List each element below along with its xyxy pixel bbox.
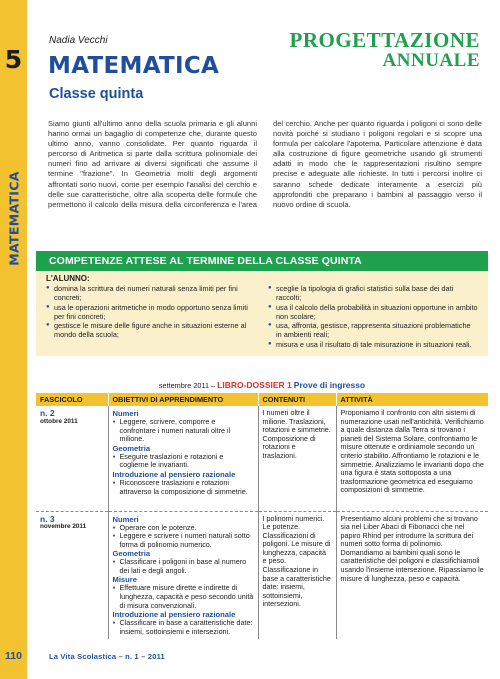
obiettivo-item: ● Riconoscere traslazioni e rotazioni attraverso la composizione di simmetrie.: [113, 479, 254, 496]
column-header: OBIETTIVI DI APPRENDIMENTO: [108, 393, 258, 406]
contenuti-cell: I polinomi numerici. Le potenze. Classificazioni di poligoni. Le misure di lunghezza, capacità e peso. Classificazione in base a caratteristiche date: insiemi, sottoinsiemi, intersezioni.: [258, 511, 336, 639]
obiettivo-item: ● Effettuare misure dirette e indirette di lunghezza, capacità e peso secondo unità di misura convenzionali.: [113, 584, 254, 610]
competenza-item: ● domina la scrittura dei numeri naturali senza limiti per fini concreti;: [46, 284, 256, 303]
sidebar-stripe: [0, 0, 27, 679]
fascicolo-number: n. 2: [40, 408, 55, 418]
intro-paragraph: Siamo giunti all'ultimo anno della scuola primaria e gli alunni hanno ormai un bagaglio di competenze che, durante questo ultimo anno, vanno consolidate. Per quanto riguarda il percorso di Aritmetica si parte dalla scrittura polinomiale dei numeri fino ad arrivare ai diversi significati che assume il termine "frazione". In Geometria molti degli argomenti affrontati sono nuovi, come per esempio l'analisi del cerchio e delle sue caratteristiche, oltre alla scoperta delle formule che permettono il calcolo della misura della circonferenza e l'area del cerchio. Anche per quanto riguarda i poligoni ci sono delle novità poiché si studiano i poligoni regolari e si scopre una formula per calcolare l'apotema. Particolare attenzione è data alla costruzione di figure geometriche usando gli strumenti adatti in modo che le rappresentazioni risultino sempre precise e adeguate alle richieste. In tutti i percorsi inoltre ci saranno schede dedicate interamente a esercizi più approfonditi che preparano i bambini al passaggio verso il nuovo ordine di scuola.: [48, 119, 482, 209]
competenze-label: L'ALUNNO:: [46, 274, 90, 283]
column-header: ATTIVITÀ: [336, 393, 488, 406]
obiettivo-item: ● Leggere e scrivere i numeri naturali sotto forma di polinomio numerico.: [113, 532, 254, 549]
obiettivo-heading: Geometria: [112, 549, 151, 559]
contenuti-cell: I numeri oltre il milione. Traslazioni, rotazioni e simmetrie. Composizione di rotazioni e traslazioni.: [258, 406, 336, 511]
prove-ingresso-label: Prove di ingresso: [293, 380, 366, 390]
footer-magazine: La Vita Scolastica – n. 1 – 2011: [49, 652, 165, 661]
fascicolo-cell: [36, 406, 108, 511]
attivita-cell: Proponiamo il confronto con altri sistemi di numerazione usati nell'antichità. Verifichiamo a quale distanza dalla Terra si trovano i pianeti del Sistema Solare, confrontiamo le misure ottenute e ordiniamole secondo un criterio stabilito. Affrontiamo le rotazioni e le simmetrie. Analizziamo le invarianti dopo che una figura è stata sottoposta a una trasformazione geometrica ed eseguiamo composizioni di simmetrie.: [340, 408, 484, 495]
obiettivi-cell: [108, 511, 258, 639]
annuale-title: ANNUALE: [382, 50, 480, 71]
progettazione-title: PROGETTAZIONE: [289, 28, 480, 52]
competenze-left-column: [46, 284, 256, 349]
obiettivo-heading: Introduzione al pensiero razionale: [112, 610, 236, 620]
column-header: FASCICOLO: [36, 393, 108, 406]
obiettivo-item: ● Classificare i poligoni in base al numero dei lati e degli angoli.: [113, 558, 254, 575]
obiettivo-item: ● Operare con le potenze.: [113, 524, 254, 533]
vertical-subject-label: MATEMATICA: [6, 171, 22, 266]
chapter-number: 5: [4, 45, 23, 74]
competenza-item: ● usa il calcolo della probabilità in situazioni opportune in ambito non scolare;: [268, 303, 478, 322]
obiettivo-heading: Numeri: [112, 514, 139, 524]
author-name: Nadia Vecchi: [49, 35, 108, 46]
plan-table: [36, 393, 489, 639]
competenze-heading: COMPETENZE ATTESE AL TERMINE DELLA CLASSE QUINTA: [36, 251, 488, 271]
obiettivo-item: ● Classificare in base a caratteristiche date: insiemi, sottoinsiemi e intersezioni.: [113, 619, 254, 636]
libro-dossier-label: LIBRO-DOSSIER 1: [217, 380, 292, 390]
fascicolo-date: ottobre 2011: [40, 417, 78, 425]
page-number: 110: [5, 650, 22, 662]
competenze-right-column: [268, 284, 478, 349]
competenza-item: ● misura e usa il risultato di tale misurazione in situazioni reali.: [268, 340, 478, 349]
competenza-item: ● usa, affronta, gestisce, rappresenta situazioni problematiche in ambienti reali;: [268, 321, 478, 340]
schedule-heading: [36, 378, 488, 392]
obiettivo-item: ● Eseguire traslazioni e rotazioni e coglierne le invarianti.: [113, 453, 254, 470]
table-row: [36, 406, 488, 511]
column-header: CONTENUTI: [258, 393, 336, 406]
table-header-row: [36, 393, 488, 406]
competenza-item: ● gestisce le misure delle figure anche in situazioni esterne al mondo della scuola;: [46, 321, 256, 340]
obiettivo-heading: Misure: [112, 575, 137, 585]
attivita-cell: Presentiamo alcuni problemi che si trovano sia nel Liber Abaci di Fibonacci che nel papiro Rhind per introdurre la scrittura dei numeri sotto forma di polinomio. Domandiamo ai bambini quali sono le caratteristiche dei poligoni e classifichiamoli usando l'insieme intersezione. Ripassiamo le misure di lunghezza, peso e capacità.: [336, 511, 488, 639]
page-title: MATEMATICA: [48, 53, 220, 79]
table-row: [36, 511, 488, 639]
obiettivo-item: ● Leggere, scrivere, comporre e confrontare i numeri naturali oltre il milione.: [113, 418, 254, 444]
page-subtitle: Classe quinta: [49, 86, 144, 102]
competenze-box: [36, 271, 488, 356]
obiettivo-heading: Numeri: [112, 409, 139, 418]
obiettivi-cell: [108, 406, 258, 511]
fascicolo-cell: [36, 511, 108, 639]
competenza-item: ● sceglie la tipologia di grafici statistici sulla base dei dati raccolti;: [268, 284, 478, 303]
competenza-item: ● usa le operazioni aritmetiche in modo opportuno senza limiti per fini concreti;: [46, 303, 256, 322]
fascicolo-number: n. 3: [40, 513, 55, 524]
fascicolo-date: novembre 2011: [40, 523, 87, 531]
schedule-date: settembre 2011 –: [158, 381, 216, 390]
obiettivo-heading: Geometria: [112, 443, 151, 453]
obiettivo-heading: Introduzione al pensiero razionale: [112, 469, 236, 479]
